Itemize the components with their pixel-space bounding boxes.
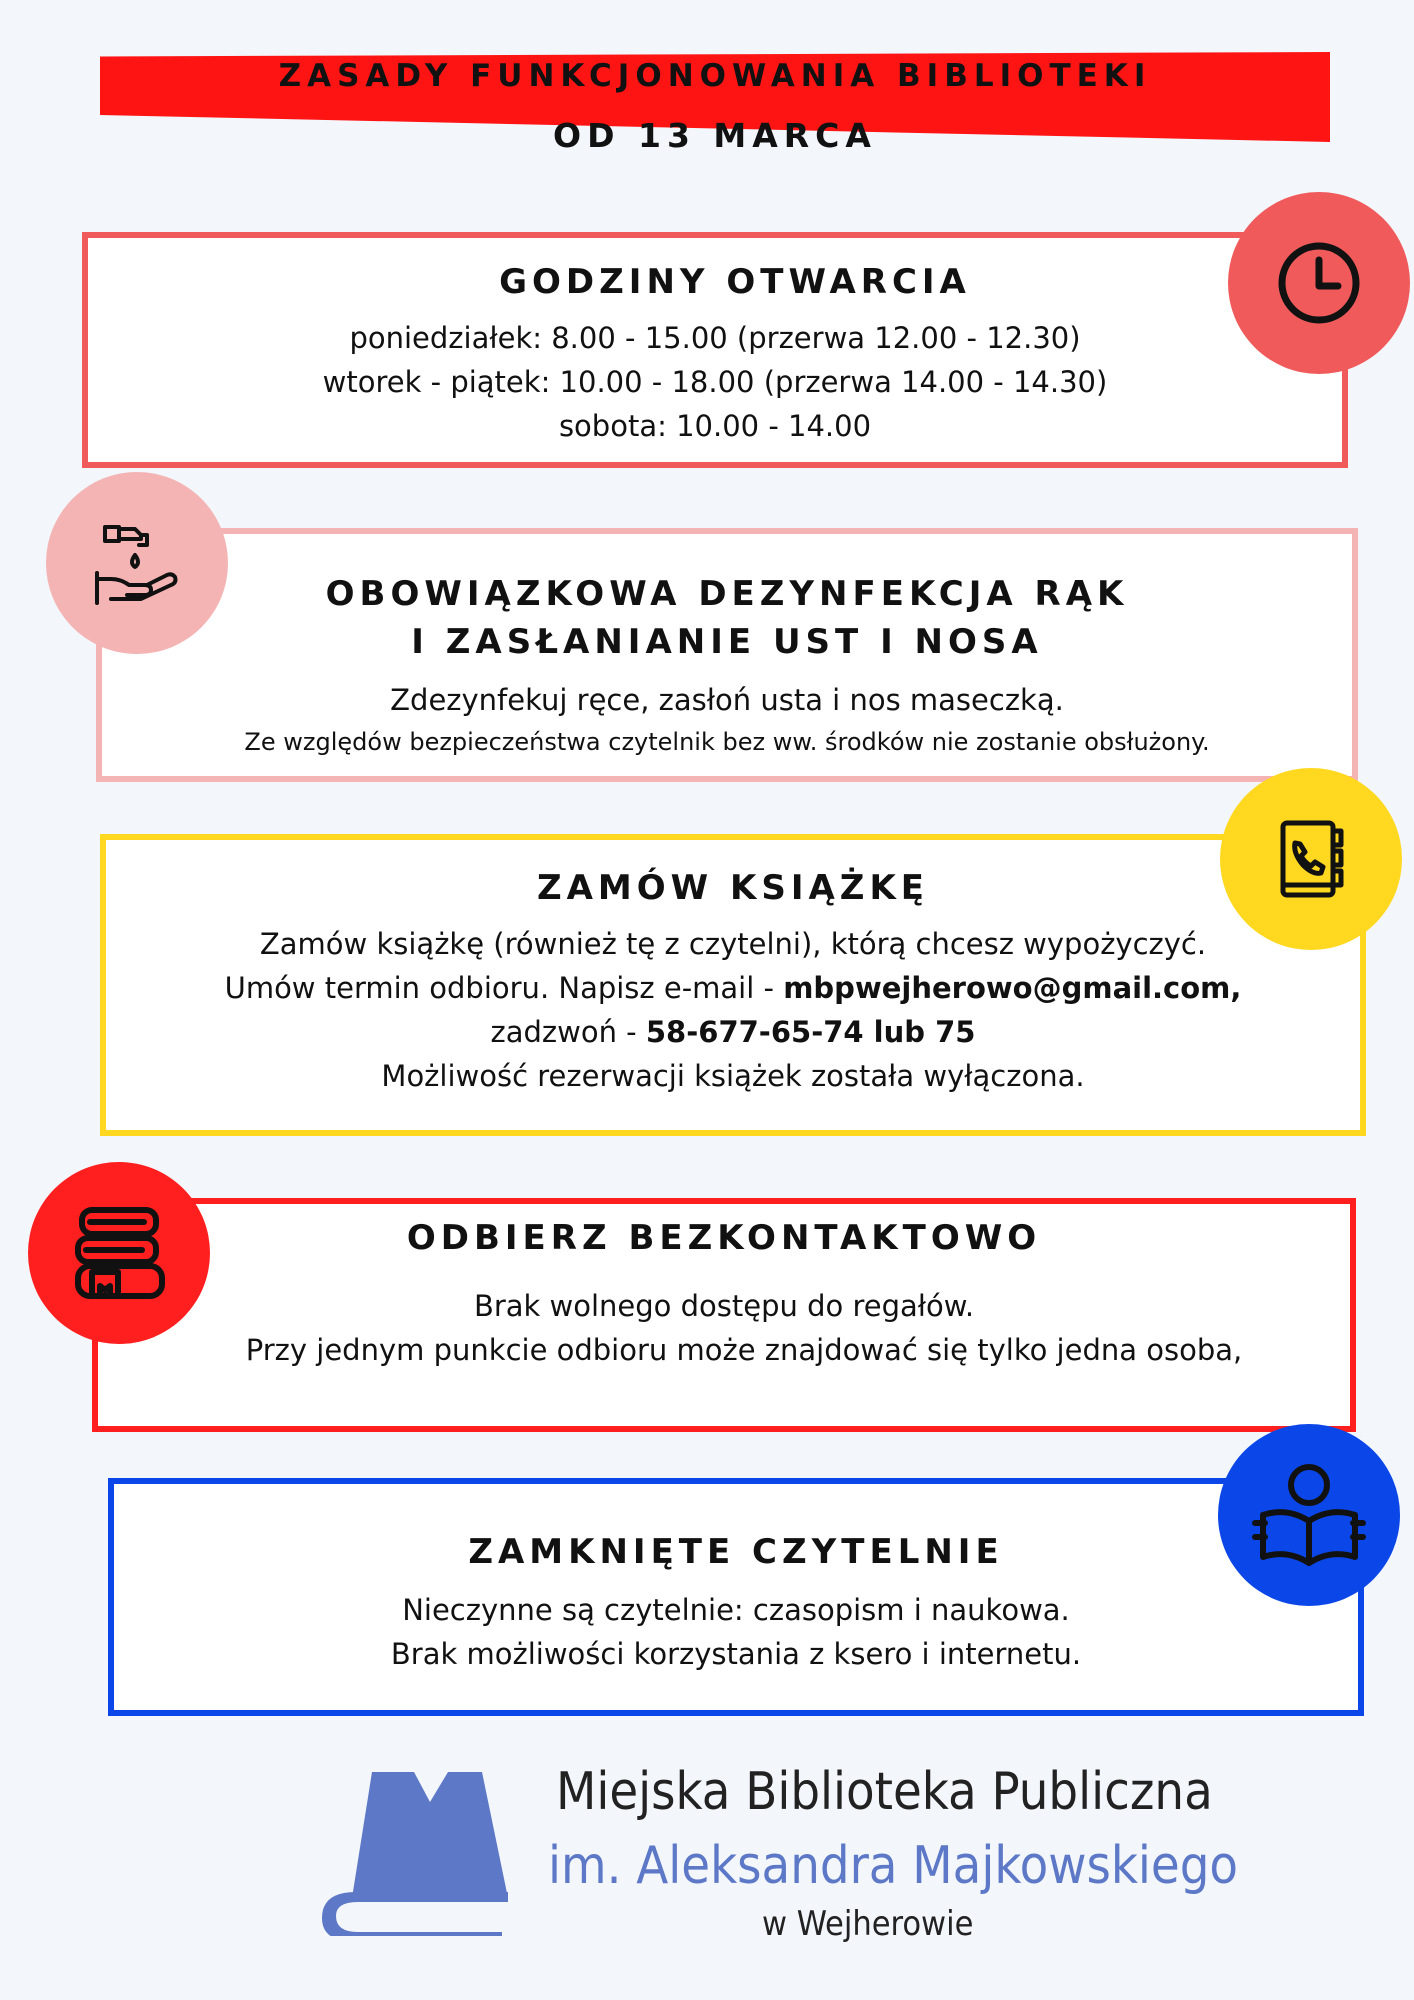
hours-weekday: wtorek - piątek: 10.00 - 18.00 (przerwa 14.00 - 14.30): [322, 365, 1108, 399]
disinfection-box: [96, 528, 1358, 782]
opening-hours-box: [82, 232, 1348, 468]
page-title: ZASADY FUNKCJONOWANIA BIBLIOTEKI: [278, 58, 1152, 94]
hand-sanitizer-icon: [46, 472, 228, 654]
reading-rooms-box: [108, 1478, 1364, 1716]
order-book-text3: [106, 1010, 1360, 1054]
reading-rooms-text2: Brak możliwości korzystania z ksero i internetu.: [390, 1637, 1082, 1671]
footer-library-patron: im. Aleksandra Majkowskiego: [548, 1836, 1239, 1896]
disinfection-title-line1: OBOWIĄZKOWA DEZYNFEKCJA RĄK: [325, 574, 1129, 614]
order-book-text3-prefix: zadzwoń -: [490, 1015, 646, 1049]
order-book-box: [100, 834, 1366, 1136]
hours-saturday: sobota: 10.00 - 14.00: [558, 409, 872, 443]
phone-number[interactable]: 58-677-65-74 lub 75: [645, 1015, 976, 1049]
opening-hours-title: GODZINY OTWARCIA: [499, 262, 971, 302]
pickup-text1: Brak wolnego dostępu do regałów.: [473, 1289, 975, 1323]
pickup-title: ODBIERZ BEZKONTAKTOWO: [406, 1218, 1042, 1258]
disinfection-note: Ze względów bezpieczeństwa czytelnik bez ww. środków nie zostanie obsłużony.: [244, 728, 1210, 756]
footer-library-city: w Wejherowie: [762, 1904, 974, 1944]
disinfection-title-line2: I ZASŁANIANIE UST I NOSA: [411, 622, 1043, 662]
reader-icon: [1218, 1424, 1400, 1606]
hours-monday: poniedziałek: 8.00 - 15.00 (przerwa 12.00 - 12.30): [349, 321, 1081, 355]
reading-rooms-text1: Nieczynne są czytelnie: czasopism i naukowa.: [402, 1593, 1070, 1627]
page-subtitle: OD 13 MARCA: [553, 116, 877, 155]
order-book-text2: [106, 966, 1360, 1010]
footer-library-name: Miejska Biblioteka Publiczna: [556, 1762, 1213, 1822]
order-book-text4: Możliwość rezerwacji książek została wyłączona.: [381, 1059, 1085, 1093]
disinfection-text: Zdezynfekuj ręce, zasłoń usta i nos maseczką.: [390, 683, 1064, 717]
order-book-text1: Zamów książkę (również tę z czytelni), którą chcesz wypożyczyć.: [259, 927, 1207, 961]
email-link[interactable]: mbpwejherowo@gmail.com,: [783, 971, 1242, 1005]
order-book-title: ZAMÓW KSIĄŻKĘ: [536, 868, 930, 908]
pickup-text2: Przy jednym punkcie odbioru może znajdować się tylko jedna osoba,: [245, 1333, 1243, 1367]
reading-rooms-title: ZAMKNIĘTE CZYTELNIE: [468, 1532, 1004, 1572]
clock-icon: [1228, 192, 1410, 374]
books-stack-icon: [28, 1162, 210, 1344]
phone-book-icon: [1220, 768, 1402, 950]
library-book-logo-icon: [312, 1768, 512, 1936]
pickup-box: [92, 1198, 1356, 1432]
order-book-text2-prefix: Umów termin odbioru. Napisz e-mail -: [224, 971, 784, 1005]
